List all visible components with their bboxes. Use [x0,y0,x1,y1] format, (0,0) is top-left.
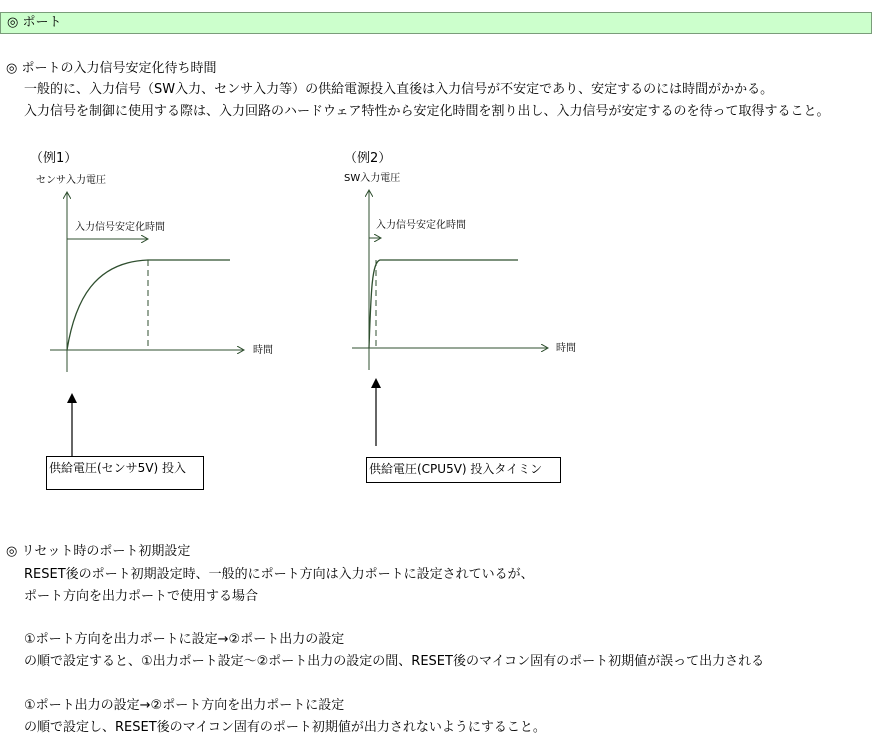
diagram1-power-on-label: 供給電圧(センサ5V) 投入 [49,461,187,475]
section-header: ◎ ポート [0,12,872,34]
diagram2-interval-label: 入力信号安定化時間 [376,220,466,231]
section1-title: ◎ ポートの入力信号安定化待ち時間 [6,61,217,76]
section2-title: ◎ リセット時のポート初期設定 [6,544,191,559]
diagram2-example-label: （例2） [344,151,392,166]
diagram1-y-axis-label: センサ入力電圧 [36,175,106,186]
diagram1-example-label: （例1） [30,151,78,166]
diagram2 [344,151,576,446]
section2-good-case-2: の順で設定し、RESET後のマイコン固有のポート初期値が出力されないようにすること。 [24,720,546,735]
section1-line-2: 入力信号を制御に使用する際は、入力回路のハードウェア特性から安定化時間を割り出し、入力信号が安定するのを待って取得すること。 [24,104,830,119]
diagram1 [30,151,273,458]
section2-intro-1: RESET後のポート初期設定時、一般的にポート方向は入力ポートに設定されているが、 [24,567,534,582]
section2-intro-2: ポート方向を出力ポートで使用する場合 [24,589,259,604]
section2-bad-case-1: ①ポート方向を出力ポートに設定→②ポート出力の設定 [24,632,345,647]
section2-bad-case-2: の順で設定すると、①出力ポート設定～②ポート出力の設定の間、RESET後のマイコン固有のポート初期値が誤って出力される [24,654,765,669]
section2-good-case-1: ①ポート出力の設定→②ポート方向を出力ポートに設定 [24,698,345,713]
diagram2-y-axis-label: SW入力電圧 [344,173,401,184]
section1-line-1: 一般的に、入力信号（SW入力、センサ入力等）の供給電源投入直後は入力信号が不安定であり、安定するのには時間がかかる。 [24,82,774,97]
diagram2-signal-curve [369,260,518,348]
diagram1-x-axis-label: 時間 [253,345,273,356]
diagram2-power-on-box [366,457,561,483]
diagram2-x-axis-label: 時間 [556,343,576,354]
diagram1-interval-label: 入力信号安定化時間 [75,222,165,233]
diagram1-power-on-box [46,456,204,490]
diagram2-power-on-label: 供給電圧(CPU5V) 投入タイミン [369,462,543,476]
